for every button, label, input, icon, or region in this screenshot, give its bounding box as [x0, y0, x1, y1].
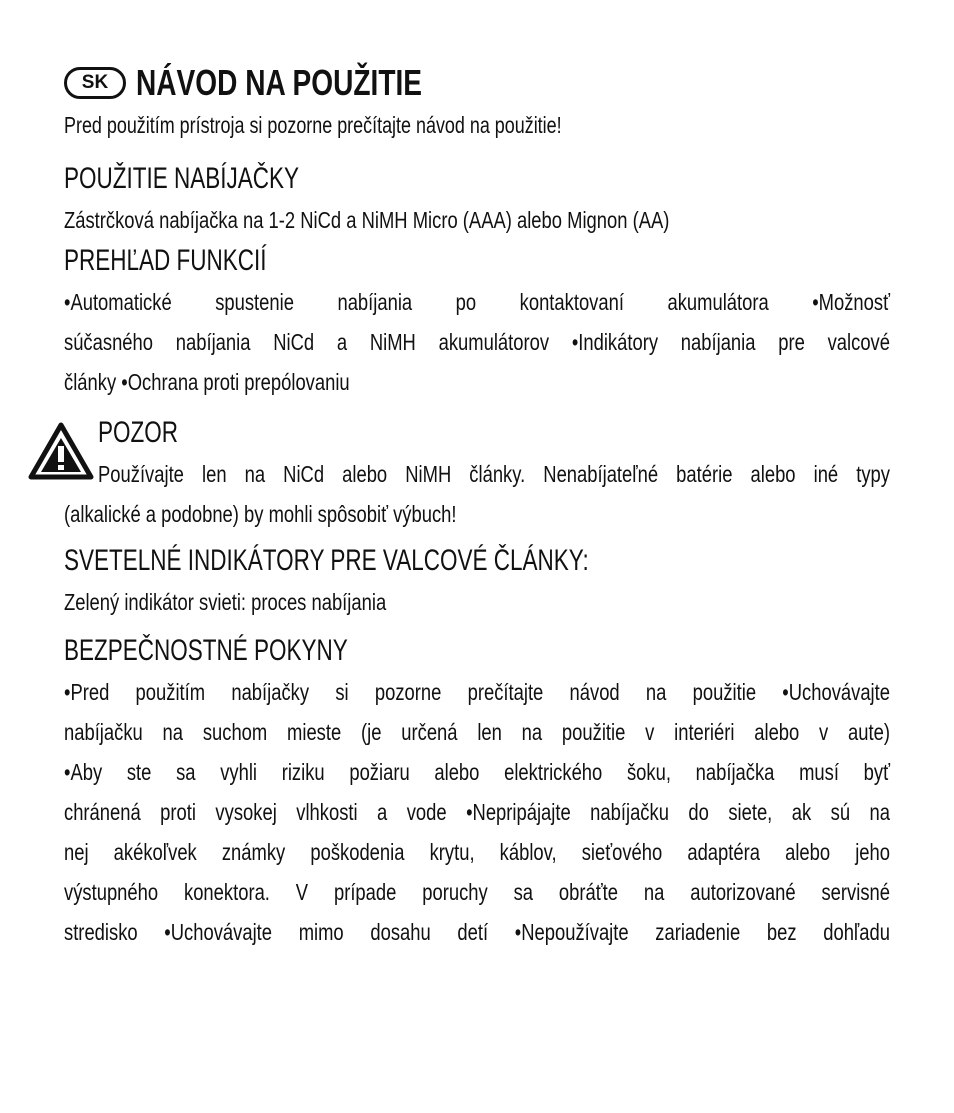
- features-line: •Automatické spustenie nabíjania po kontaktovaní akumulátora •Možnosť: [64, 289, 890, 315]
- caution-block: [64, 416, 890, 534]
- section-heading-usage: POUŽITIE NABÍJAČKY: [64, 162, 300, 195]
- safety-line: nabíjačku na suchom mieste (je určená len na použitie v interiéri alebo v aute): [64, 719, 890, 745]
- section-heading-safety: BEZPEČNOSTNÉ POKYNY: [64, 634, 348, 667]
- safety-line: •Pred použitím nabíjačky si pozorne prečítajte návod na použitie •Uchovávajte: [64, 679, 890, 705]
- manual-page: [64, 58, 890, 952]
- title-row: [64, 58, 890, 108]
- language-badge: SK: [64, 67, 126, 99]
- caution-line: (alkalické a podobne) by mohli spôsobiť výbuch!: [64, 501, 457, 527]
- section-heading-features: PREHĽAD FUNKCIÍ: [64, 244, 267, 277]
- page-title: NÁVOD NA POUŽITIE: [136, 62, 423, 103]
- section-heading-caution: POZOR: [98, 416, 179, 449]
- indicators-text: Zelený indikátor svieti: proces nabíjania: [64, 589, 387, 615]
- section-heading-indicators: SVETELNÉ INDIKÁTORY PRE VALCOVÉ ČLÁNKY:: [64, 544, 589, 577]
- warning-triangle-icon: [28, 422, 94, 480]
- lead-text: Pred použitím prístroja si pozorne prečítajte návod na použitie!: [64, 112, 562, 138]
- safety-line: výstupného konektora. V prípade poruchy sa obráťte na autorizované servisné: [64, 879, 890, 905]
- features-line: súčasného nabíjania NiCd a NiMH akumulátorov •Indikátory nabíjania pre valcové: [64, 329, 890, 355]
- caution-line: Používajte len na NiCd alebo NiMH články. Nenabíjateľné batérie alebo iné typy: [98, 461, 890, 487]
- safety-line: nej akékoľvek známky poškodenia krytu, káblov, sieťového adaptéra alebo jeho: [64, 839, 890, 865]
- safety-line: chránená proti vysokej vlhkosti a vode •Nepripájajte nabíjačku do siete, ak sú na: [64, 799, 890, 825]
- safety-line: •Aby ste sa vyhli riziku požiaru alebo elektrického šoku, nabíjačka musí byť: [64, 759, 890, 785]
- safety-line: stredisko •Uchovávajte mimo dosahu detí •Nepoužívajte zariadenie bez dohľadu: [64, 919, 890, 945]
- features-line: články •Ochrana proti prepólovaniu: [64, 369, 350, 395]
- usage-text: Zástrčková nabíjačka na 1-2 NiCd a NiMH Micro (AAA) alebo Mignon (AA): [64, 207, 670, 233]
